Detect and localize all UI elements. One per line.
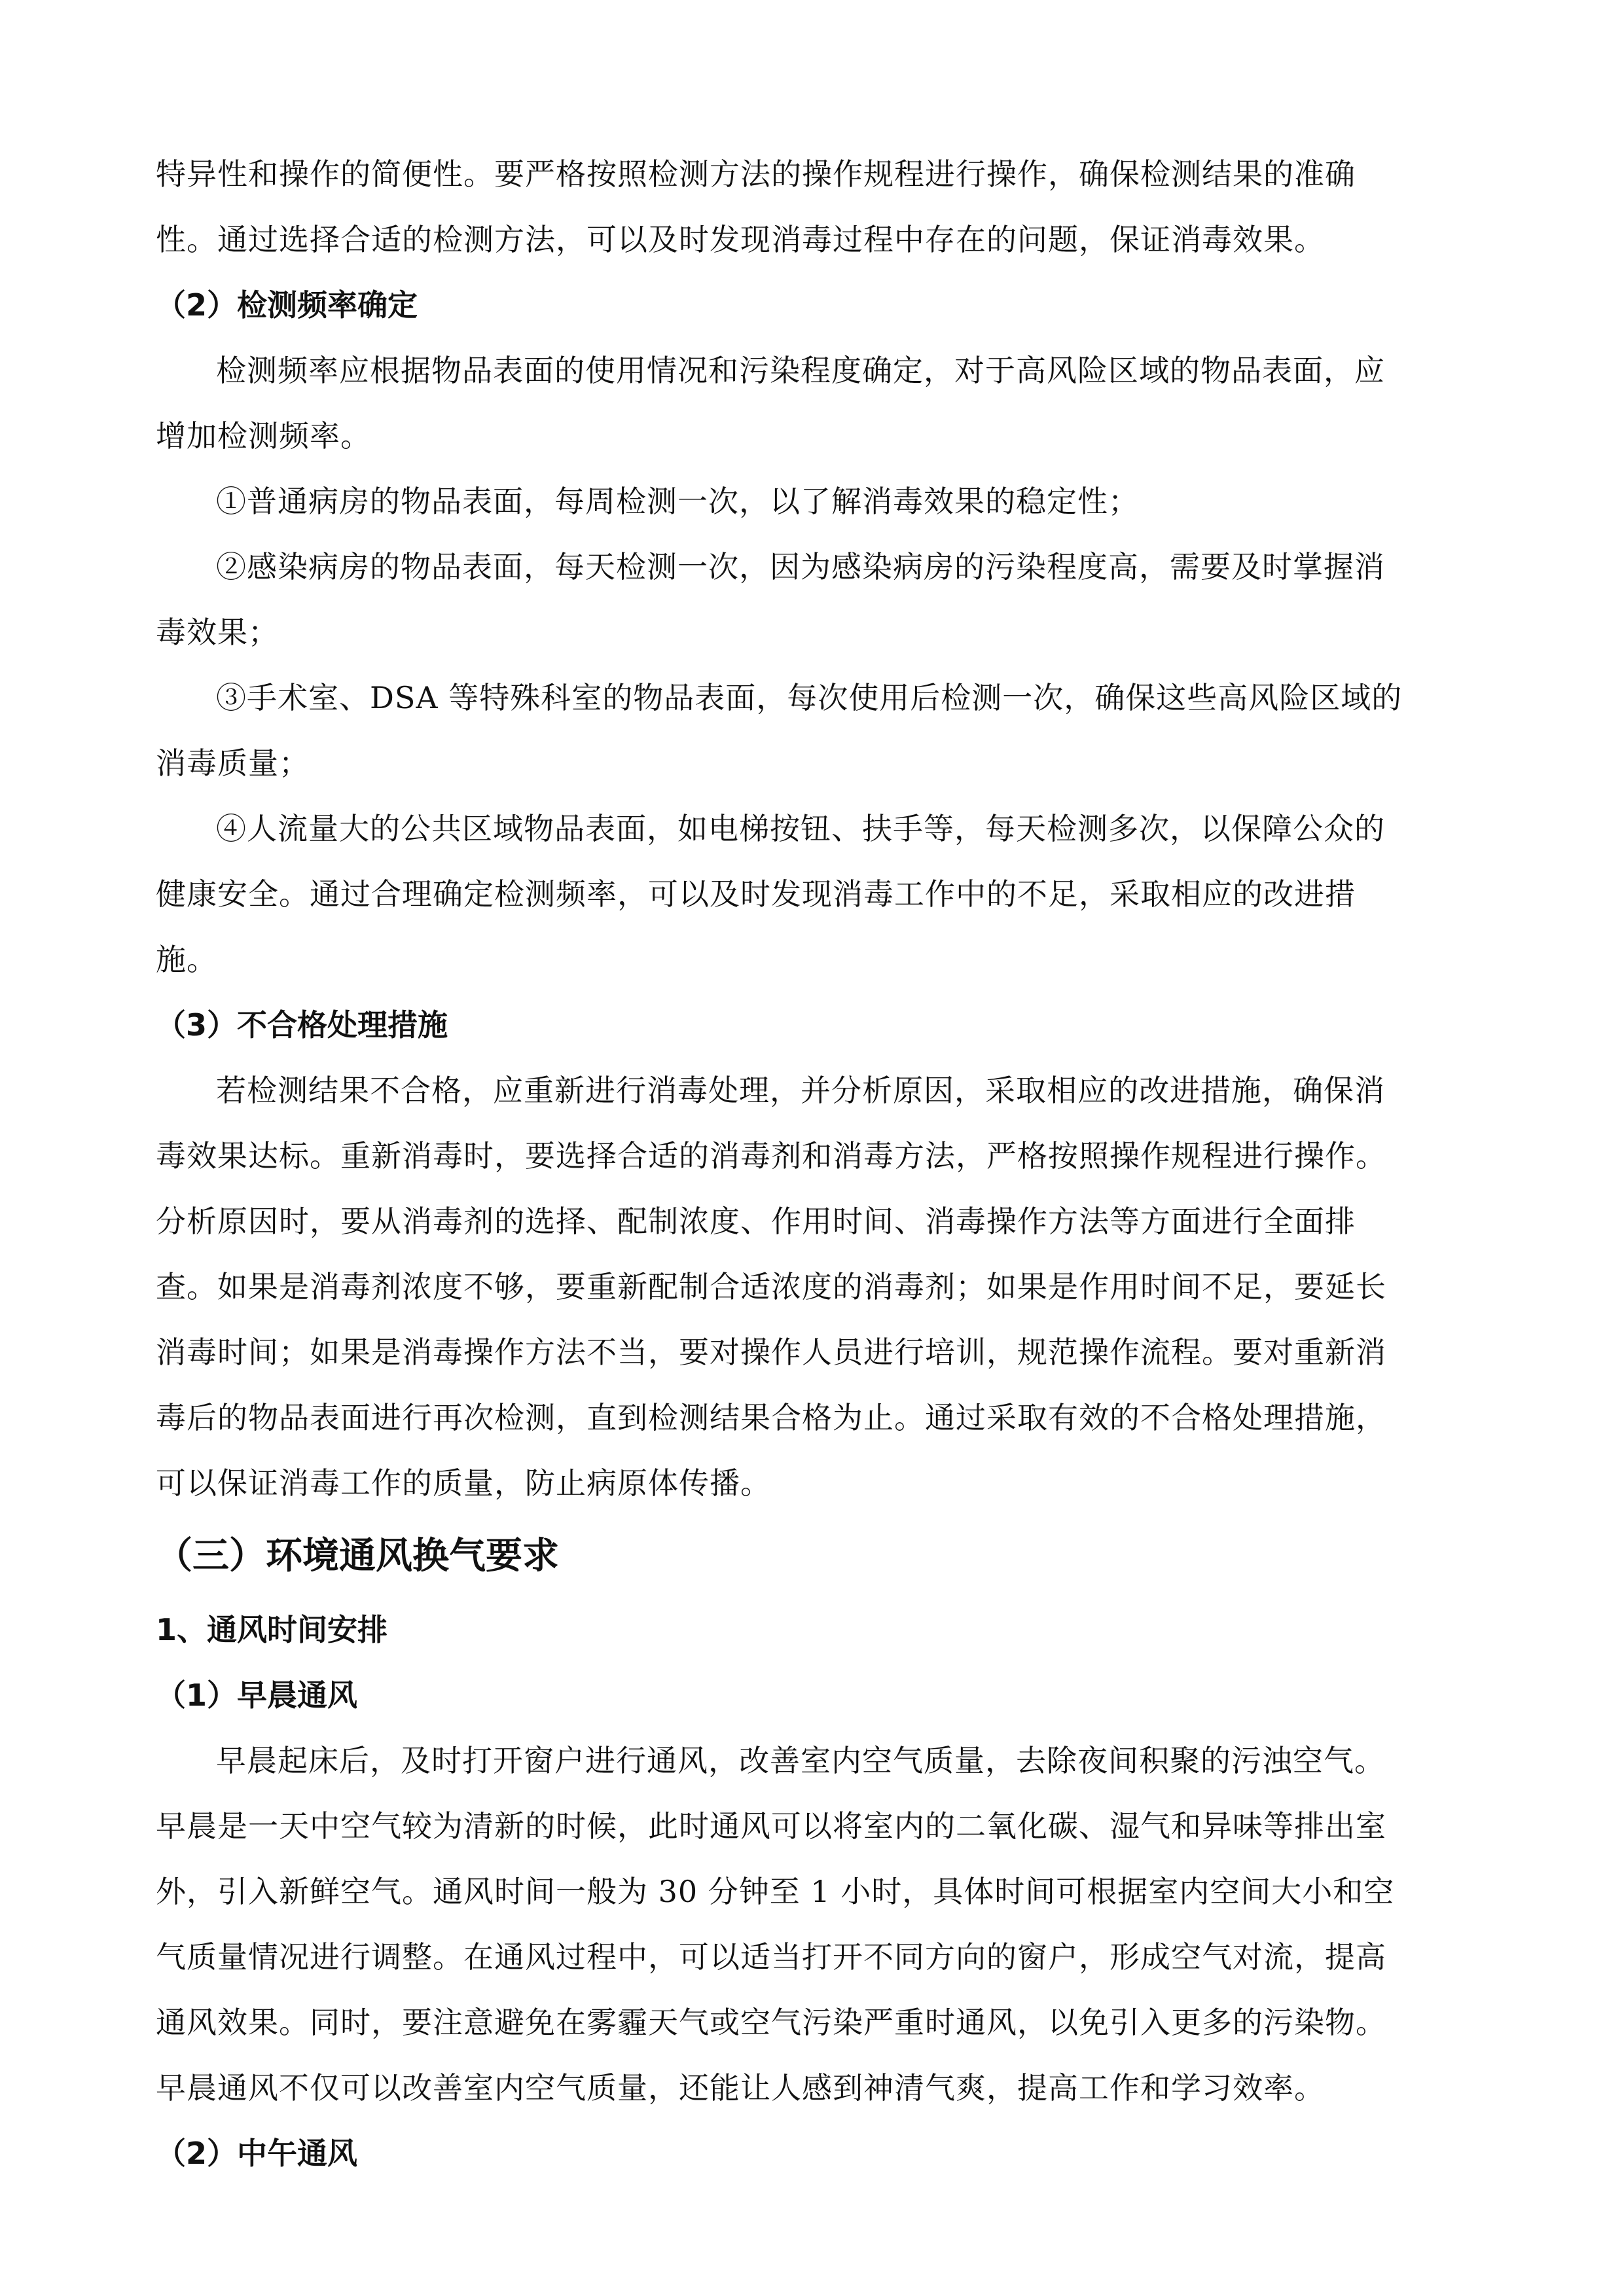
heading-noon-ventilation: （2）中午通风 [156,2136,358,2171]
page-content [156,141,1469,2186]
text-line: 早晨是一天中空气较为清新的时候，此时通风可以将室内的二氧化碳、湿气和异味等排出室 [156,1808,1386,1844]
text-line: 健康安全。通过合理确定检测频率，可以及时发现消毒工作中的不足，采取相应的改进措 [156,876,1356,912]
paragraph-nonconformity [156,1058,1469,1516]
paragraph-morning-ventilation [156,1728,1469,2121]
text-line: 增加检测频率。 [156,418,371,454]
list-item-infection-ward [156,534,1469,665]
text-line: 可以保证消毒工作的质量，防止病原体传播。 [156,1465,771,1501]
text-line: 性。通过选择合适的检测方法，可以及时发现消毒过程中存在的问题，保证消毒效果。 [156,222,1325,257]
text-line: 外，引入新鲜空气。通风时间一般为 30 分钟至 1 小时，具体时间可根据室内空间大小和空 [156,1874,1395,1909]
text-line: 毒后的物品表面进行再次检测，直到检测结果合格为止。通过采取有效的不合格处理措施， [156,1400,1386,1435]
text-line: 特异性和操作的简便性。要严格按照检测方法的操作规程进行操作，确保检测结果的准确 [156,156,1356,192]
text-line: 消毒时间；如果是消毒操作方法不当，要对操作人员进行培训，规范操作流程。要对重新消 [156,1335,1386,1370]
text-line: 若检测结果不合格，应重新进行消毒处理，并分析原因，采取相应的改进措施，确保消 [216,1073,1385,1108]
text-line: 检测频率应根据物品表面的使用情况和污染程度确定，对于高风险区域的物品表面，应 [216,353,1385,388]
heading-detection-frequency: （2）检测频率确定 [156,287,418,323]
text-line: 分析原因时，要从消毒剂的选择、配制浓度、作用时间、消毒操作方法等方面进行全面排 [156,1204,1356,1239]
text-line: ①普通病房的物品表面，每周检测一次，以了解消毒效果的稳定性； [216,484,1139,519]
text-line: 消毒质量； [156,745,310,781]
paragraph-frequency-intro [156,338,1469,469]
list-item-operating-room [156,665,1469,796]
text-line: 施。 [156,942,217,977]
paragraph-detection-method [156,141,1469,272]
text-line: 查。如果是消毒剂浓度不够，要重新配制合适浓度的消毒剂；如果是作用时间不足，要延长 [156,1269,1386,1304]
text-line: 毒效果达标。重新消毒时，要选择合适的消毒剂和消毒方法，严格按照操作规程进行操作。 [156,1138,1386,1174]
text-line: 通风效果。同时，要注意避免在雾霾天气或空气污染严重时通风，以免引入更多的污染物。 [156,2005,1386,2040]
heading-ventilation-schedule: 1、通风时间安排 [156,1612,388,1647]
text-line: ③手术室、DSA 等特殊科室的物品表面，每次使用后检测一次，确保这些高风险区域的 [216,680,1403,715]
text-line: 气质量情况进行调整。在通风过程中，可以适当打开不同方向的窗户，形成空气对流，提高 [156,1939,1386,1975]
text-line: 早晨起床后，及时打开窗户进行通风，改善室内空气质量，去除夜间积聚的污浊空气。 [216,1743,1385,1778]
heading-morning-ventilation: （1）早晨通风 [156,1677,358,1713]
list-item-general-ward [156,469,1469,534]
heading-nonconformity-handling: （3）不合格处理措施 [156,1007,448,1043]
section-heading-ventilation: （三）环境通风换气要求 [156,1535,559,1577]
text-line: 早晨通风不仅可以改善室内空气质量，还能让人感到神清气爽，提高工作和学习效率。 [156,2070,1325,2106]
text-line: ④人流量大的公共区域物品表面，如电梯按钮、扶手等，每天检测多次，以保障公众的 [216,811,1385,846]
list-item-public-area [156,796,1469,992]
text-line: ②感染病房的物品表面，每天检测一次，因为感染病房的污染程度高，需要及时掌握消 [216,549,1385,584]
text-line: 毒效果； [156,615,279,650]
